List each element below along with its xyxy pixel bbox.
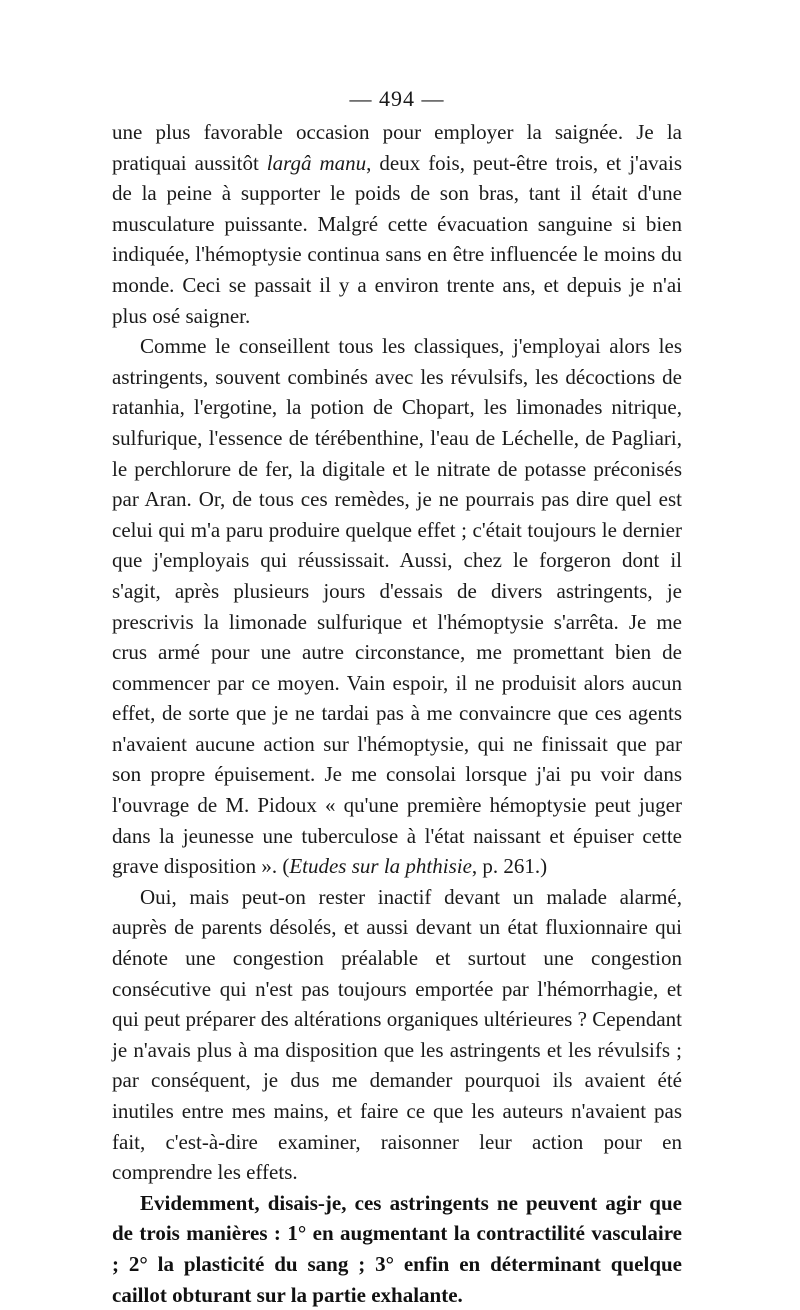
paragraph-2-text-a: Comme le conseillent tous les classiques, j'employai alors les astringents, souvent combinés avec les révulsifs, les décoctions de ratanhia, l'ergotine, la potion de Chopart, les limonades nitrique, sulfurique, l'essence de térébenthine, l'eau de Léchelle, de Pagliari, le perchlorure de fer, la digitale et le nitrate de potasse préconisés par Aran. Or, de tous ces remèdes, je ne pourrais pas dire quel est celui qui m'a paru produire quelque effet ; c'était toujours le dernier que j'employais qui réussissait. Aussi, chez le forgeron dont il s'agit, après plusieurs jours d'essais de divers astringents, je prescrivis la limonade sulfurique et l'hémoptysie s'arrêta. Je me crus armé pour une autre circonstance, me promettant bien de commencer par ce moyen. Vain espoir, il ne produisit alors aucun effet, de sorte que je ne tardai pas à me convaincre que ces agents n'avaient aucune action sur l'hémoptysie, qui ne finissait que par son propre épuisement. Je me consolai lorsque j'ai pu voir dans l'ouvrage de M. Pidoux « qu'une première hémoptysie peut juger dans la jeunesse une tuberculose à l'état naissant et épuiser cette grave disposition ». (	[112, 334, 682, 879]
paragraph-3-text: Oui, mais peut-on rester inactif devant un malade alarmé, auprès de parents désolés, et aussi devant un état fluxionnaire qui dénote une congestion préalable et surtout une congestion consécutive qui n'est pas toujours emportée par l'hémorrhagie, et qui peut préparer des altérations organiques ultérieures ? Cependant je n'avais plus à ma disposition que les astringents et les révulsifs ; par conséquent, je dus me demander pourquoi ils avaient été inutiles entre mes mains, et faire ce que les auteurs n'avaient pas fait, c'est-à-dire examiner, raisonner leur action pour en comprendre les effets.	[112, 884, 682, 1185]
paragraph-4-text: Evidemment, disais-je, ces astringents ne peuvent agir que de trois manières : 1° en augmentant la contractilité vasculaire ; 2° la plasticité du sang ; 3° enfin en déterminant quelque caillot obturant sur la partie exhalante.	[112, 1190, 682, 1307]
paragraph-2-italic-citation: Etudes sur la phthisie	[289, 854, 472, 879]
book-page	[112, 86, 682, 1310]
page-number: — 494 —	[349, 86, 445, 111]
paragraph-2-text-b: , p. 261.)	[471, 854, 548, 879]
paragraph-1-italic-latin: largâ manu	[266, 150, 367, 175]
paragraph-3	[112, 882, 682, 1188]
paragraph-1-text-a: une plus favorable occasion pour employer la saignée. Je la pratiquai aussitôt	[112, 120, 682, 175]
paragraph-4	[112, 1188, 682, 1310]
paragraph-1	[112, 117, 682, 331]
paragraph-1-text-b: , deux fois, peut-être trois, et j'avais de la peine à supporter le poids de son bras, tant il était d'une musculature puissante. Malgré cette évacuation sanguine si bien indiquée, l'hémoptysie continua sans en être influencée le moins du monde. Ceci se passait il y a environ trente ans, et depuis je n'ai plus osé saigner.	[112, 150, 682, 328]
paragraph-2	[112, 331, 682, 882]
